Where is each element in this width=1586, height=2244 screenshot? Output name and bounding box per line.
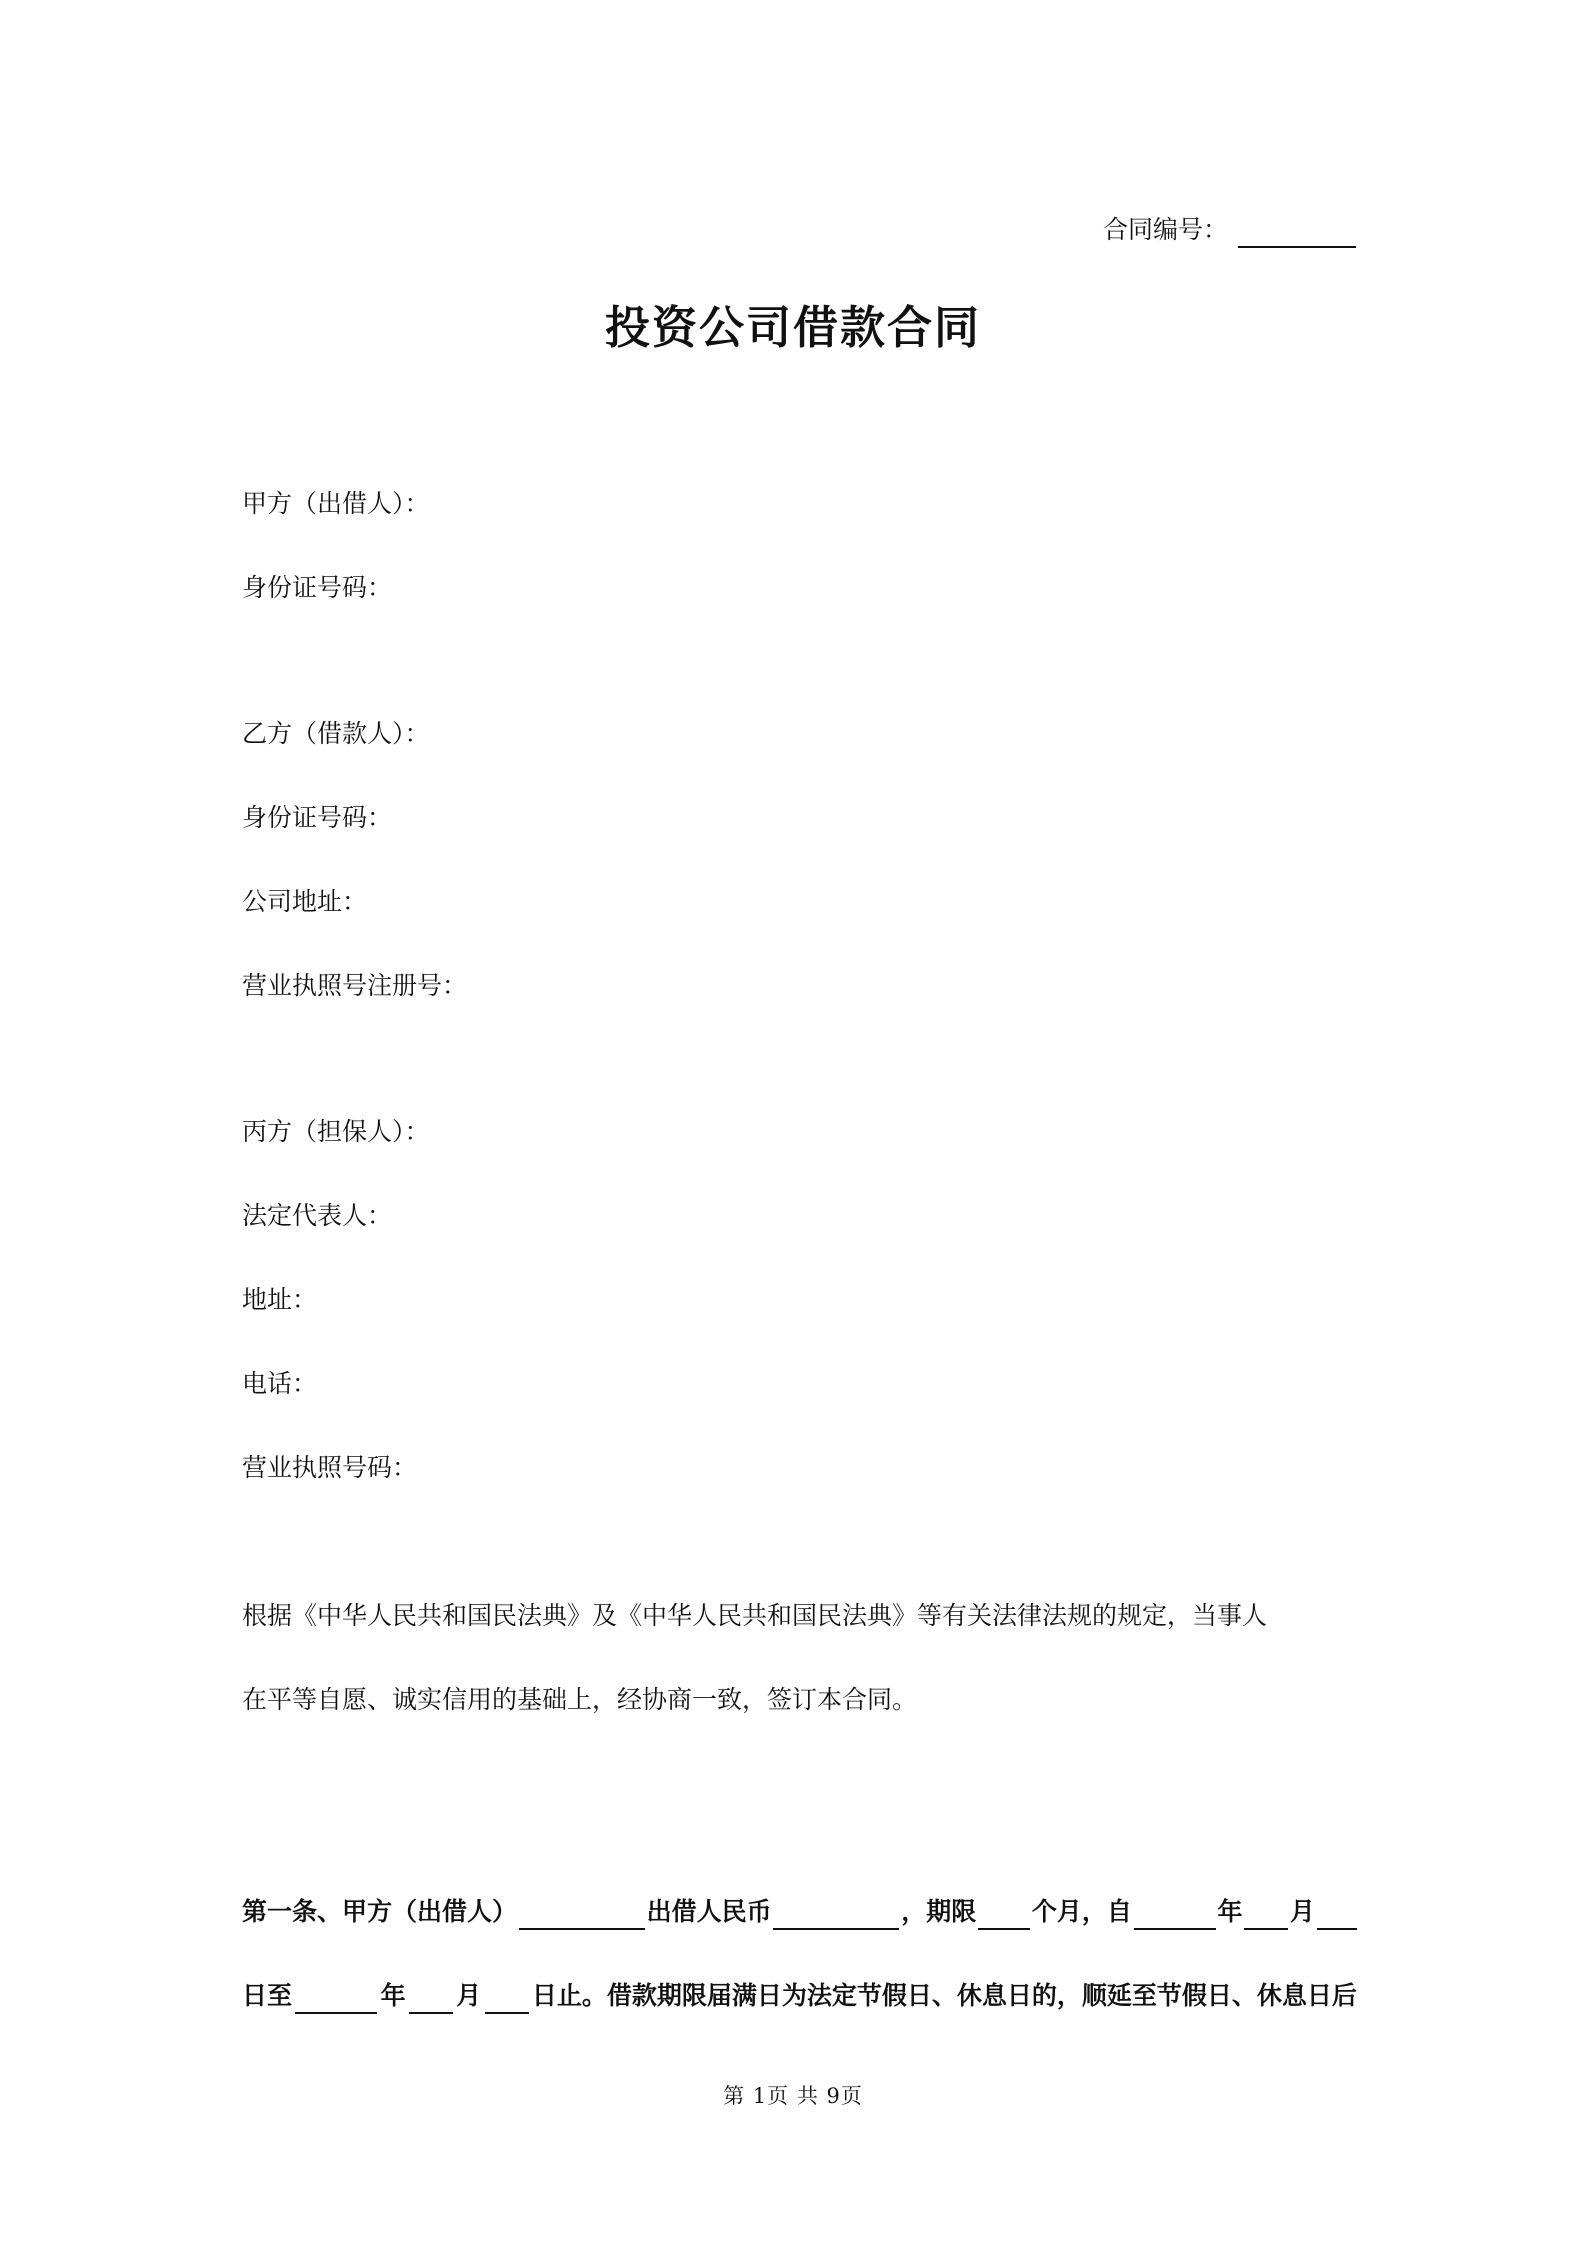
article-1-text: 日至 xyxy=(242,1981,293,2010)
article-1-text: 第一条、甲方（出借人） xyxy=(242,1897,518,1926)
party-c-rep-label: 法定代表人： xyxy=(242,1201,393,1230)
party-b-address-label: 公司地址： xyxy=(242,887,368,916)
article-1-text: ，期限 xyxy=(901,1897,977,1926)
party-c-label: 丙方（担保人）： xyxy=(242,1117,430,1146)
party-c-license-label: 营业执照号码： xyxy=(242,1453,418,1482)
party-b-id-label: 身份证号码： xyxy=(242,803,393,832)
start-day-blank xyxy=(1317,1900,1357,1930)
article-1-text: 年 xyxy=(380,1981,406,2010)
start-month-blank xyxy=(1244,1900,1288,1930)
preamble-line-1: 根据《中华人民共和国民法典》及《中华人民共和国民法典》等有关法律法规的规定，当事人 xyxy=(242,1601,1268,1630)
end-month-blank xyxy=(409,1984,453,2014)
start-year-blank xyxy=(1134,1900,1216,1930)
article-1-text: 日止。借款期限届满日为法定节假日、休息日的，顺延至节假日、休息日后 xyxy=(531,1981,1357,2010)
contract-number-blank xyxy=(1238,218,1356,248)
party-b-label: 乙方（借款人）： xyxy=(242,719,430,748)
article-1-text: 个月，自 xyxy=(1031,1897,1132,1926)
page-number: 第 1页 共 9页 xyxy=(723,2084,863,2108)
article-1-text: 月 xyxy=(1290,1897,1316,1926)
preamble-line-2: 在平等自愿、诚实信用的基础上，经协商一致，签订本合同。 xyxy=(242,1685,918,1714)
party-a-label: 甲方（出借人）： xyxy=(242,489,430,518)
party-c-phone-label: 电话： xyxy=(242,1369,318,1398)
party-c-address-label: 地址： xyxy=(242,1285,318,1314)
article-1-text: 年 xyxy=(1217,1897,1243,1926)
article-1-text: 出借人民币 xyxy=(646,1897,772,1926)
contract-number xyxy=(1103,212,1356,248)
amount-blank xyxy=(773,1900,899,1930)
end-year-blank xyxy=(295,1984,377,2014)
article-1-line-2 xyxy=(242,1978,1357,2014)
document-title: 投资公司借款合同 xyxy=(604,301,981,354)
party-a-id-label: 身份证号码： xyxy=(242,573,393,602)
contract-number-label: 合同编号： xyxy=(1102,215,1228,244)
end-day-blank xyxy=(485,1984,529,2014)
lender-blank xyxy=(519,1900,645,1930)
months-blank xyxy=(978,1900,1030,1930)
article-1-line-1 xyxy=(242,1894,1357,1930)
party-b-license-label: 营业执照号注册号： xyxy=(242,971,468,1000)
article-1-text: 月 xyxy=(456,1981,482,2010)
